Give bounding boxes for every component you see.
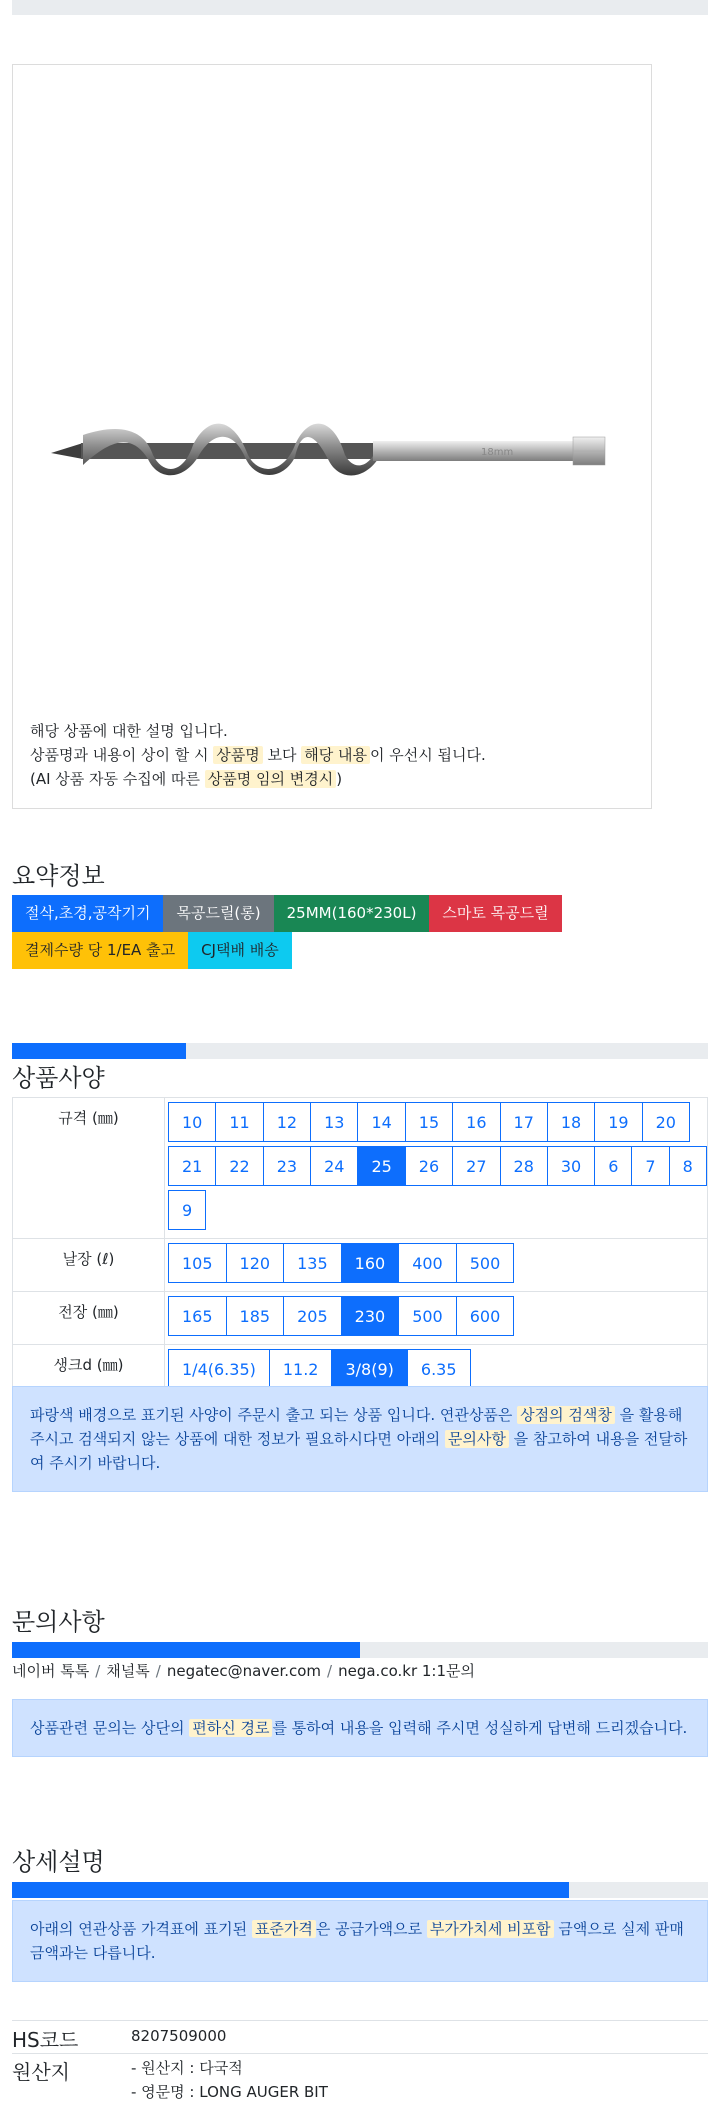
spec-option-button[interactable]: 10 (168, 1102, 216, 1142)
origin-row (12, 2053, 708, 2103)
hs-code-label: HS코드 (12, 2028, 79, 2052)
inquiry-notice (12, 1699, 708, 1757)
category-badge: 절삭,초경,공작기기 (12, 895, 163, 932)
spec-option-button[interactable]: 17 (500, 1102, 548, 1142)
origin-value (131, 2056, 328, 2103)
spec-option-button[interactable]: 230 (341, 1296, 400, 1336)
desc-line-2 (30, 743, 486, 767)
spec-progress-fill (12, 1043, 186, 1059)
separator: / (95, 1662, 101, 1680)
spec-option-button[interactable]: 8 (669, 1146, 707, 1186)
notice-text: 금액으로 실제 판매금액과는 다릅니다. (30, 1920, 684, 1962)
spec-option-button[interactable]: 11.2 (269, 1349, 333, 1389)
spec-options (165, 1292, 708, 1345)
spec-label: 날장 (ℓ) (13, 1239, 165, 1292)
spec-option-button[interactable]: 23 (263, 1146, 311, 1186)
origin-line: - 원산지 : 다국적 (131, 2059, 243, 2077)
spec-option-button[interactable]: 24 (310, 1146, 358, 1186)
naver-talk-link[interactable]: 네이버 톡톡 (12, 1662, 90, 1680)
spec-option-button[interactable]: 185 (226, 1296, 285, 1336)
hs-code-row (12, 2020, 708, 2053)
notice-text: 을 참고하여 내용을 전달하여 주시기 바랍니다. (30, 1430, 688, 1472)
spec-option-button[interactable]: 15 (405, 1102, 453, 1142)
inquiry-progress-bar (12, 1642, 708, 1658)
desc-text: 이 우선시 됩니다. (369, 746, 486, 764)
highlight-standard-price: 표준가격 (252, 1920, 316, 1938)
spec-option-button[interactable]: 9 (168, 1190, 206, 1230)
spec-option-button[interactable]: 12 (263, 1102, 311, 1142)
summary-title: 요약정보 (12, 862, 105, 890)
highlight-vat: 부가가치세 비포함 (427, 1920, 554, 1938)
spec-option-button[interactable]: 19 (594, 1102, 642, 1142)
desc-text: ) (336, 770, 343, 788)
detail-title: 상세설명 (12, 1848, 105, 1876)
inquiry-links (12, 1660, 475, 1681)
brand-badge: 스마토 목공드릴 (429, 895, 561, 932)
spec-label: 생크d (㎜) (13, 1345, 165, 1398)
spec-badge: 25MM(160*230L) (274, 895, 430, 932)
bit-size-marking: 18mm (481, 447, 514, 458)
highlight-inquiry: 문의사항 (445, 1430, 509, 1448)
desc-text: 상품명과 내용이 상이 할 시 (30, 746, 214, 764)
notice-text: 를 통하여 내용을 입력해 주시면 성실하게 답변해 드리겠습니다. (272, 1719, 688, 1737)
email-link[interactable]: negatec@naver.com (166, 1662, 322, 1680)
spec-option-button[interactable]: 28 (500, 1146, 548, 1186)
notice-text: 은 공급가액으로 (315, 1920, 427, 1938)
highlight-route: 편하신 경로 (189, 1719, 272, 1737)
spec-table (12, 1097, 708, 1398)
spec-option-button[interactable]: 14 (357, 1102, 405, 1142)
separator: / (327, 1662, 333, 1680)
spec-option-button[interactable]: 600 (456, 1296, 515, 1336)
spec-option-button[interactable]: 3/8(9) (331, 1349, 407, 1389)
spec-option-button[interactable]: 16 (452, 1102, 500, 1142)
spec-option-button[interactable]: 22 (215, 1146, 263, 1186)
spec-option-button[interactable]: 25 (357, 1146, 405, 1186)
spec-option-button[interactable]: 165 (168, 1296, 227, 1336)
spec-option-button[interactable]: 13 (310, 1102, 358, 1142)
spec-notice (12, 1386, 708, 1492)
spec-option-button[interactable]: 27 (452, 1146, 500, 1186)
spec-option-button[interactable]: 500 (398, 1296, 457, 1336)
inquiry-title: 문의사항 (12, 1608, 105, 1636)
spec-label: 규격 (㎜) (13, 1098, 165, 1239)
spec-option-button[interactable]: 6 (594, 1146, 632, 1186)
separator: / (155, 1662, 161, 1680)
spec-option-button[interactable]: 135 (283, 1243, 342, 1283)
spec-option-button[interactable]: 120 (226, 1243, 285, 1283)
desc-text: (AI 상품 자동 수집에 따른 (30, 770, 205, 788)
spec-option-button[interactable]: 1/4(6.35) (168, 1349, 270, 1389)
detail-notice (12, 1900, 708, 1982)
summary-badges-row-1 (12, 895, 562, 932)
spec-option-button[interactable]: 30 (547, 1146, 595, 1186)
highlight-content: 해당 내용 (301, 746, 370, 764)
spec-option-button[interactable]: 500 (456, 1243, 515, 1283)
spec-row-length (13, 1292, 708, 1345)
spec-option-button[interactable]: 7 (631, 1146, 669, 1186)
spec-option-button[interactable]: 21 (168, 1146, 216, 1186)
detail-progress-bar (12, 1882, 708, 1898)
notice-text: 상품관련 문의는 상단의 (30, 1719, 190, 1737)
channel-talk-link[interactable]: 채널톡 (106, 1662, 150, 1680)
spec-row-size (13, 1098, 708, 1239)
spec-option-button[interactable]: 400 (398, 1243, 457, 1283)
spec-progress-bar (12, 1043, 708, 1059)
spec-option-button[interactable]: 205 (283, 1296, 342, 1336)
subcategory-badge: 목공드릴(롱) (163, 895, 273, 932)
spec-option-button[interactable]: 11 (215, 1102, 263, 1142)
spec-option-button[interactable]: 26 (405, 1146, 453, 1186)
notice-text: 아래의 연관상품 가격표에 표기된 (30, 1920, 252, 1938)
desc-text: 보다 (262, 746, 302, 764)
highlight-name-change: 상품명 임의 변경시 (205, 770, 336, 788)
product-image-box (12, 64, 652, 809)
desc-line-1: 해당 상품에 대한 설명 입니다. (30, 722, 228, 740)
spec-option-button[interactable]: 18 (547, 1102, 595, 1142)
spec-option-button[interactable]: 20 (642, 1102, 690, 1142)
spec-option-button[interactable]: 105 (168, 1243, 227, 1283)
hs-code-value: 8207509000 (131, 2027, 227, 2045)
summary-badges-row-2 (12, 932, 292, 969)
spec-options (165, 1098, 708, 1239)
spec-label: 전장 (㎜) (13, 1292, 165, 1345)
detail-progress-fill (12, 1882, 569, 1898)
origin-label: 원산지 (12, 2060, 70, 2084)
drill-bit-image (33, 385, 643, 485)
quantity-badge: 결제수량 당 1/EA 출고 (12, 932, 188, 969)
product-description (30, 719, 486, 791)
site-inquiry-link[interactable]: nega.co.kr 1:1문의 (338, 1662, 475, 1680)
english-name-line: - 영문명 : LONG AUGER BIT (131, 2083, 328, 2101)
highlight-search: 상점의 검색창 (517, 1406, 615, 1424)
notice-text: 을 활용해 주시고 검색되지 않는 상품에 대한 정보가 필요하시다면 아래의 (30, 1406, 683, 1448)
shipping-badge: CJ택배 배송 (188, 932, 292, 969)
spec-option-button[interactable]: 6.35 (407, 1349, 471, 1389)
top-divider-bar (12, 0, 708, 15)
highlight-product-name: 상품명 (213, 746, 262, 764)
spec-option-button[interactable]: 160 (341, 1243, 400, 1283)
spec-row-blade (13, 1239, 708, 1292)
notice-text: 파랑색 배경으로 표기된 사양이 주문시 출고 되는 상품 입니다. 연관상품은 (30, 1406, 518, 1424)
inquiry-progress-fill (12, 1642, 360, 1658)
spec-title: 상품사양 (12, 1064, 105, 1092)
spec-options (165, 1239, 708, 1292)
desc-line-3 (30, 767, 486, 791)
